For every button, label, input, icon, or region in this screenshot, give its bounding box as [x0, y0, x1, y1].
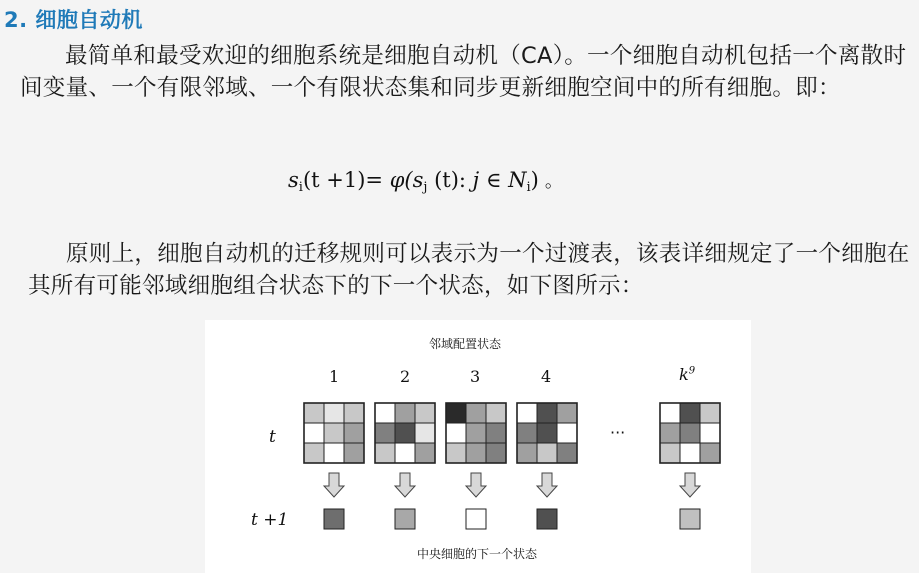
formula-sub-i: i [298, 180, 303, 195]
neighborhood-cell-5-7 [660, 443, 680, 463]
neighborhood-cell-1-7 [304, 443, 324, 463]
neighborhood-cell-4-9 [557, 443, 577, 463]
neighborhood-cell-2-1 [375, 403, 395, 423]
neighborhood-cell-4-7 [517, 443, 537, 463]
neighborhood-cell-2-4 [375, 423, 395, 443]
paragraph-intro [20, 40, 915, 104]
column-label-4: 4 [541, 367, 552, 386]
neighborhood-cell-3-1 [446, 403, 466, 423]
neighborhood-cell-2-5 [395, 423, 415, 443]
next-state-cell-1 [324, 509, 344, 529]
paragraph-transition-text: 原则上，细胞自动机的迁移规则可以表示为一个过渡表，该表详细规定了一个细胞在其所有可能邻域细胞组合状态下的下一个状态，如下图所示： [28, 241, 910, 299]
neighborhood-cell-5-3 [700, 403, 720, 423]
neighborhood-cell-3-6 [486, 423, 506, 443]
neighborhood-cell-5-1 [660, 403, 680, 423]
formula-sub-j: j [423, 180, 428, 195]
section-heading: 2. 细胞自动机 [4, 8, 143, 32]
neighborhood-cell-3-4 [446, 423, 466, 443]
column-label-2: 2 [400, 367, 411, 386]
neighborhood-cell-2-8 [395, 443, 415, 463]
neighborhood-cell-2-2 [395, 403, 415, 423]
next-state-cell-5 [680, 509, 700, 529]
neighborhood-cell-3-2 [466, 403, 486, 423]
formula-phi: φ( [389, 168, 413, 192]
paragraph-transition [28, 238, 918, 302]
neighborhood-cell-3-8 [466, 443, 486, 463]
transition-table-figure [205, 320, 751, 573]
neighborhood-cell-2-7 [375, 443, 395, 463]
figure-graphic [205, 320, 751, 573]
column-label-1: 1 [329, 367, 340, 386]
formula-close: ) [530, 168, 539, 192]
formula-N: N [508, 168, 527, 192]
neighborhood-cell-1-5 [324, 423, 344, 443]
neighborhood-cell-1-4 [304, 423, 324, 443]
neighborhood-cell-2-6 [415, 423, 435, 443]
neighborhood-cell-5-6 [700, 423, 720, 443]
neighborhood-cell-4-8 [537, 443, 557, 463]
formula-j: j [472, 168, 480, 192]
neighborhood-cell-5-4 [660, 423, 680, 443]
neighborhood-cell-1-8 [324, 443, 344, 463]
next-state-cell-4 [537, 509, 557, 529]
down-arrow-1 [324, 473, 344, 497]
neighborhood-cell-3-7 [446, 443, 466, 463]
neighborhood-cell-4-1 [517, 403, 537, 423]
neighborhood-cell-5-9 [700, 443, 720, 463]
neighborhood-cell-3-5 [466, 423, 486, 443]
column-label-k-base: k [679, 365, 689, 384]
row-label-t: t [269, 427, 276, 447]
formula-sub-N: i [526, 180, 531, 195]
next-state-cell-3 [466, 509, 486, 529]
down-arrow-3 [466, 473, 486, 497]
down-arrow-2 [395, 473, 415, 497]
neighborhood-cell-3-9 [486, 443, 506, 463]
neighborhood-cell-1-6 [344, 423, 364, 443]
neighborhood-cell-4-2 [537, 403, 557, 423]
next-state-cell-2 [395, 509, 415, 529]
neighborhood-cell-4-6 [557, 423, 577, 443]
formula-s2: s [412, 168, 424, 192]
paragraph-intro-text: 最简单和最受欢迎的细胞系统是细胞自动机（CA）。一个细胞自动机包括一个离散时间变量、一个有限邻域、一个有限状态集和同步更新细胞空间中的所有细胞。即： [20, 43, 907, 101]
formula-s2-arg: (t): [427, 168, 473, 192]
neighborhood-cell-3-3 [486, 403, 506, 423]
formula-lhs-arg: (t +1)= [302, 168, 390, 192]
neighborhood-cell-4-3 [557, 403, 577, 423]
neighborhood-cell-1-1 [304, 403, 324, 423]
row-label-t-plus-1: t +1 [251, 510, 289, 530]
formula-s: s [288, 168, 299, 192]
neighborhood-cell-5-8 [680, 443, 700, 463]
formula-in: ∈ [479, 168, 509, 192]
neighborhood-cell-4-5 [537, 423, 557, 443]
column-label-k [679, 365, 695, 384]
down-arrow-5 [680, 473, 700, 497]
neighborhood-cell-1-3 [344, 403, 364, 423]
transition-formula [288, 167, 563, 195]
ellipsis: ··· [610, 423, 626, 442]
neighborhood-cell-1-2 [324, 403, 344, 423]
neighborhood-cell-2-3 [415, 403, 435, 423]
column-label-3: 3 [470, 367, 481, 386]
neighborhood-cell-5-5 [680, 423, 700, 443]
figure-title: 邻域配置状态 [429, 337, 502, 351]
neighborhood-cell-2-9 [415, 443, 435, 463]
neighborhood-cell-5-2 [680, 403, 700, 423]
neighborhood-cell-4-4 [517, 423, 537, 443]
column-label-k-sup: 9 [688, 365, 696, 377]
neighborhood-cell-1-9 [344, 443, 364, 463]
formula-punct: 。 [544, 171, 563, 192]
figure-bottom-caption: 中央细胞的下一个状态 [417, 547, 538, 561]
down-arrow-4 [537, 473, 557, 497]
